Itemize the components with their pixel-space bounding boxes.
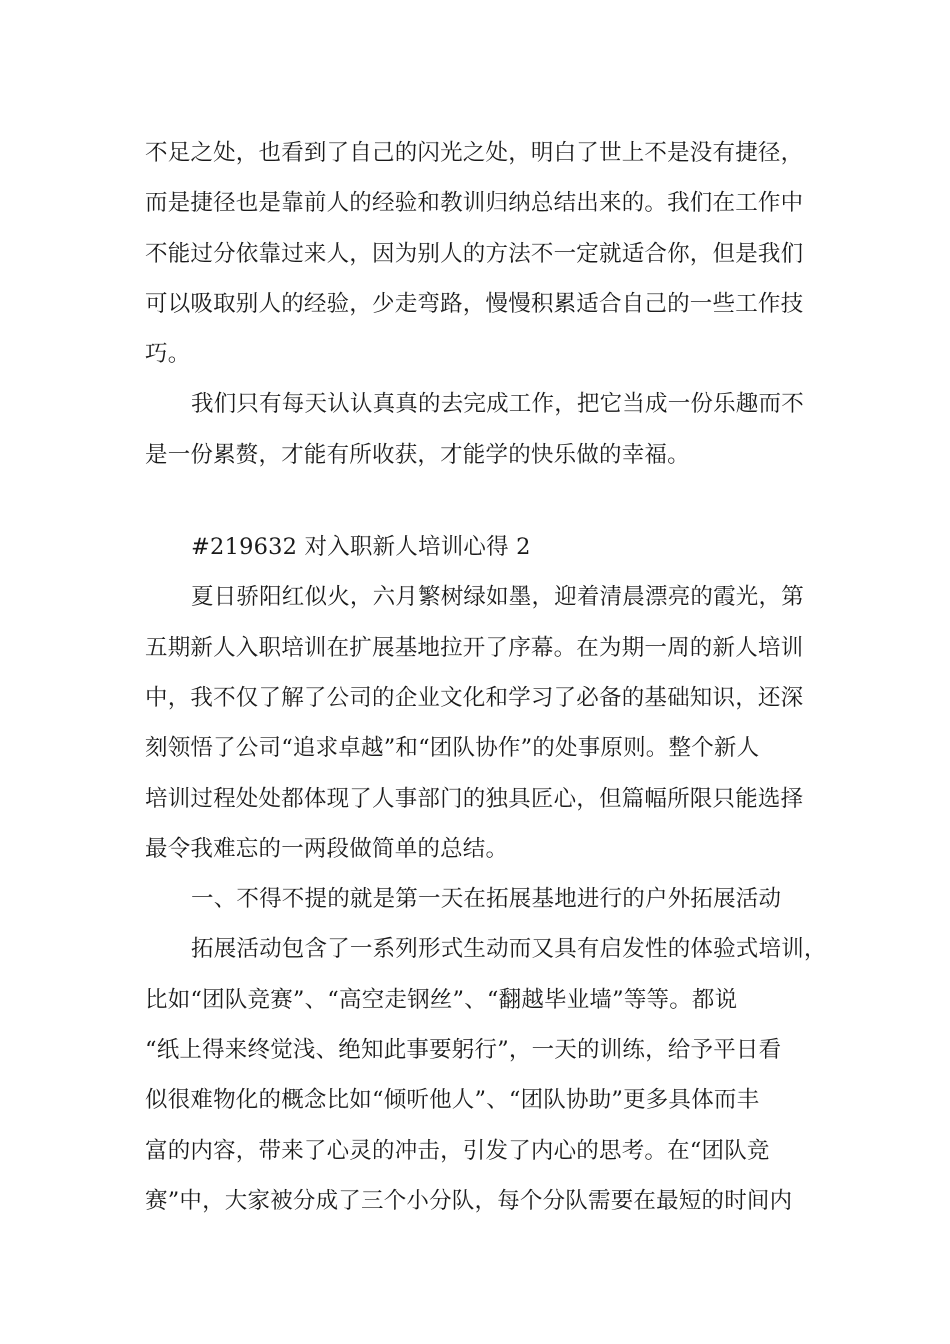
paragraph-line: 不足之处，也看到了自己的闪光之处，明白了世上不是没有捷径， (145, 140, 804, 166)
paragraph-line: 比如“团队竞赛”、“高空走钢丝”、“翻越毕业墙”等等。都说 (145, 986, 738, 1013)
paragraph-line: 是一份累赘，才能有所收获，才能学的快乐做的幸福。 (145, 441, 690, 468)
paragraph-line: 不能过分依靠过来人，因为别人的方法不一定就适合你，但是我们 (145, 240, 804, 267)
paragraph-line: 拓展活动包含了一系列形式生动而又具有启发性的体验式培训， (191, 936, 827, 963)
paragraph-line: 夏日骄阳红似火，六月繁树绿如墨，迎着清晨漂亮的霞光，第 (191, 584, 804, 611)
paragraph-line: 中，我不仅了解了公司的企业文化和学习了必备的基础知识，还深 (145, 684, 804, 711)
paragraph-line: 可以吸取别人的经验，少走弯路，慢慢积累适合自己的一些工作技 (145, 290, 804, 317)
section-heading: #219632 对入职新人培训心得 2 (191, 534, 531, 561)
paragraph-3 (145, 572, 810, 874)
paragraph-line: 五期新人入职培训在扩展基地拉开了序幕。在为期一周的新人培训 (145, 634, 804, 661)
paragraph-2 (145, 379, 810, 480)
paragraph-line: 巧。 (145, 341, 191, 368)
paragraph-line: 似很难物化的概念比如“倾听他人”、“团队协助”更多具体而丰 (145, 1087, 760, 1114)
paragraph-line: 最令我难忘的一两段做简单的总结。 (145, 835, 509, 862)
paragraph-line: 我们只有每天认认真真的去完成工作，把它当成一份乐趣而不 (191, 391, 804, 418)
paragraph-4 (145, 924, 827, 1226)
paragraph-line: 富的内容，带来了心灵的冲击，引发了内心的思考。在“团队竞 (145, 1137, 770, 1164)
paragraph-line: 刻领悟了公司“追求卓越”和“团队协作”的处事原则。整个新人 (145, 735, 760, 762)
blank-space (145, 480, 810, 522)
paragraph-line: 而是捷径也是靠前人的经验和教训归纳总结出来的。我们在工作中 (145, 190, 804, 217)
paragraph-line: 培训过程处处都体现了人事部门的独具匠心，但篇幅所限只能选择 (145, 785, 804, 812)
paragraph-line: “纸上得来终觉浅、绝知此事要躬行”，一天的训练，给予平日看 (145, 1037, 782, 1064)
document-body (145, 128, 827, 1226)
paragraph-1 (145, 128, 810, 379)
paragraph-line: 赛”中，大家被分成了三个小分队，每个分队需要在最短的时间内 (145, 1187, 793, 1214)
subheading: 一、不得不提的就是第一天在拓展基地进行的户外拓展活动 (191, 886, 782, 913)
